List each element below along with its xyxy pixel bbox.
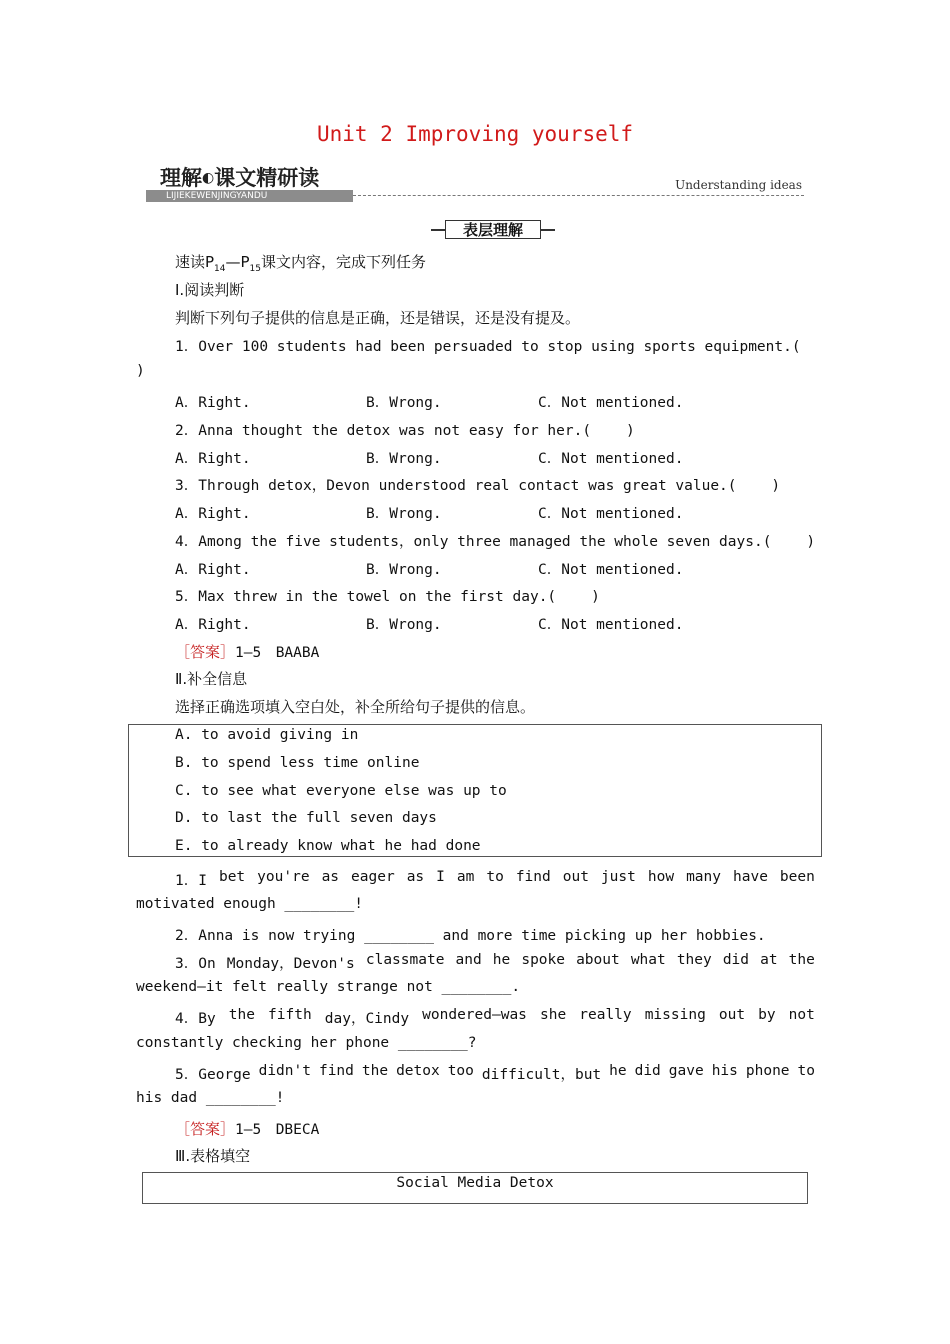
word: bet (218, 869, 246, 885)
part2-instruction: 选择正确选项填入空白处，补全所给句子提供的信息。 (175, 698, 536, 716)
word: he (609, 1063, 627, 1079)
box-option-b: B. to spend less time online (175, 755, 420, 771)
intro-sub2: 15 (249, 264, 261, 274)
fill-question-5-line1 (175, 1063, 815, 1084)
word: how (647, 869, 675, 885)
word: she (539, 1007, 567, 1023)
question-3: 3．Through detox，Devon understood real contact was great value.( ) (175, 478, 781, 494)
word: been (779, 869, 815, 885)
word: about (576, 952, 620, 968)
banner-divider (353, 195, 804, 196)
word: did (634, 1063, 661, 1079)
fill-question-1-line1 (175, 869, 815, 890)
word: did (722, 952, 750, 968)
word: 1．I (175, 873, 207, 889)
question-2: 2．Anna thought the detox was not easy for her.( ) (175, 423, 635, 439)
intro-sub1: 14 (214, 264, 226, 274)
banner-main-part2: 课文精研读 (214, 166, 320, 190)
word: really (579, 1007, 632, 1023)
word: out (718, 1007, 746, 1023)
box-option-d: D. to last the full seven days (175, 810, 437, 826)
answer-label: ［答案］ (175, 643, 236, 661)
detox-table (142, 1172, 808, 1204)
box-option-e: E. to already know what he had done (175, 838, 481, 854)
word: as (321, 869, 340, 885)
option-b: B．Wrong. (366, 617, 442, 633)
question-5: 5．Max threw in the towel on the first day.( ) (175, 589, 600, 605)
part3-heading: Ⅲ.表格填空 (175, 1147, 251, 1165)
box-option-c: C. to see what everyone else was up to (175, 783, 507, 799)
box-option-a: A. to avoid giving in (175, 727, 359, 743)
option-a: A．Right. (175, 451, 251, 467)
intro-dash: —P (225, 253, 250, 271)
option-b: B．Wrong. (366, 506, 442, 522)
question-4: 4．Among the five students，only three managed the whole seven days.( ) (175, 534, 816, 550)
option-a: A．Right. (175, 617, 251, 633)
word: eager (351, 869, 395, 885)
question-1-line2: ) (136, 363, 145, 379)
word: the (361, 1063, 389, 1079)
word: and (455, 952, 482, 968)
part2-heading: Ⅱ.补全信息 (175, 670, 248, 688)
word: phone (745, 1063, 790, 1079)
option-b: B．Wrong. (366, 451, 442, 467)
option-b: B．Wrong. (366, 395, 442, 411)
word: out (562, 869, 589, 885)
word: missing (644, 1007, 706, 1023)
word: detox (396, 1063, 440, 1079)
question-1-line1: 1．Over 100 students had been persuaded to stop using sports equipment.( (175, 339, 801, 355)
word: 3．On (175, 956, 216, 972)
option-a: A．Right. (175, 562, 251, 578)
part1-heading: Ⅰ.阅读判断 (175, 281, 245, 299)
option-c: C．Not mentioned. (538, 451, 684, 467)
word: classmate (365, 952, 445, 968)
word: you're (257, 869, 310, 885)
page-title: Unit 2 Improving yourself (316, 122, 634, 146)
word: find (318, 1063, 354, 1079)
word: he (492, 952, 511, 968)
option-b: B．Wrong. (366, 562, 442, 578)
fill-question-3-line2: weekend—it felt really strange not ________. (136, 979, 521, 995)
word: Monday，Devon's (226, 956, 355, 972)
banner-main-part1: 理解 (160, 166, 202, 190)
option-c: C．Not mentioned. (538, 617, 684, 633)
banner-pinyin: LIJIEKEWENJINGYANDU (146, 190, 353, 202)
option-a: A．Right. (175, 395, 251, 411)
word: by (758, 1007, 776, 1023)
intro-prefix: 速读P (175, 253, 215, 271)
fill-question-5-line2: his dad ________! (136, 1090, 285, 1106)
word: wondered—was (422, 1007, 527, 1023)
section-tag-label: 表层理解 (462, 221, 523, 239)
word: 4．By (175, 1011, 216, 1027)
banner-arrow-icon: ◐ (202, 170, 215, 186)
word: gave (668, 1063, 704, 1079)
table-header: Social Media Detox (396, 1175, 554, 1191)
option-c: C．Not mentioned. (538, 562, 684, 578)
word: fifth (268, 1007, 312, 1023)
answer-label: ［答案］ (175, 1120, 236, 1138)
intro-suffix: 课文内容，完成下列任务 (261, 253, 427, 271)
option-a: A．Right. (175, 506, 251, 522)
answer-text: 1—5 DBECA (235, 1122, 320, 1138)
fill-question-4-line1 (175, 1007, 815, 1028)
word: too (447, 1063, 474, 1079)
word: at (760, 952, 778, 968)
section-tag (431, 220, 555, 239)
option-c: C．Not mentioned. (538, 395, 684, 411)
word: just (600, 869, 636, 885)
part1-instruction: 判断下列句子提供的信息是正确，还是错误，还是没有提及。 (175, 309, 581, 327)
word: difficult，but (481, 1067, 602, 1083)
intro-line (175, 251, 426, 274)
word: his (711, 1063, 738, 1079)
word: 5．George (175, 1067, 251, 1083)
option-c: C．Not mentioned. (538, 506, 684, 522)
section-banner (160, 162, 319, 192)
word: I (436, 869, 445, 885)
word: the (228, 1007, 255, 1023)
word: have (733, 869, 768, 885)
word: what (630, 952, 666, 968)
word: didn't (258, 1063, 311, 1079)
answer-text: 1—5 BAABA (235, 645, 320, 661)
word: am (456, 869, 475, 885)
banner-english: Understanding ideas (675, 178, 802, 192)
fill-question-4-line2: constantly checking her phone ________? (136, 1035, 477, 1051)
fill-question-2: 2．Anna is now trying ________ and more time picking up her hobbies. (175, 928, 766, 944)
part2-answer (175, 1118, 319, 1139)
word: spoke (521, 952, 565, 968)
word: as (406, 869, 425, 885)
word: day，Cindy (324, 1011, 410, 1027)
word: many (686, 869, 721, 885)
word: to (797, 1063, 815, 1079)
fill-question-3-line1 (175, 952, 815, 973)
word: the (788, 952, 815, 968)
part1-answer (175, 641, 319, 662)
word: to (486, 869, 504, 885)
word: they (676, 952, 712, 968)
fill-question-1-line2: motivated enough ________! (136, 896, 363, 912)
word: not (788, 1007, 815, 1023)
word: find (515, 869, 551, 885)
